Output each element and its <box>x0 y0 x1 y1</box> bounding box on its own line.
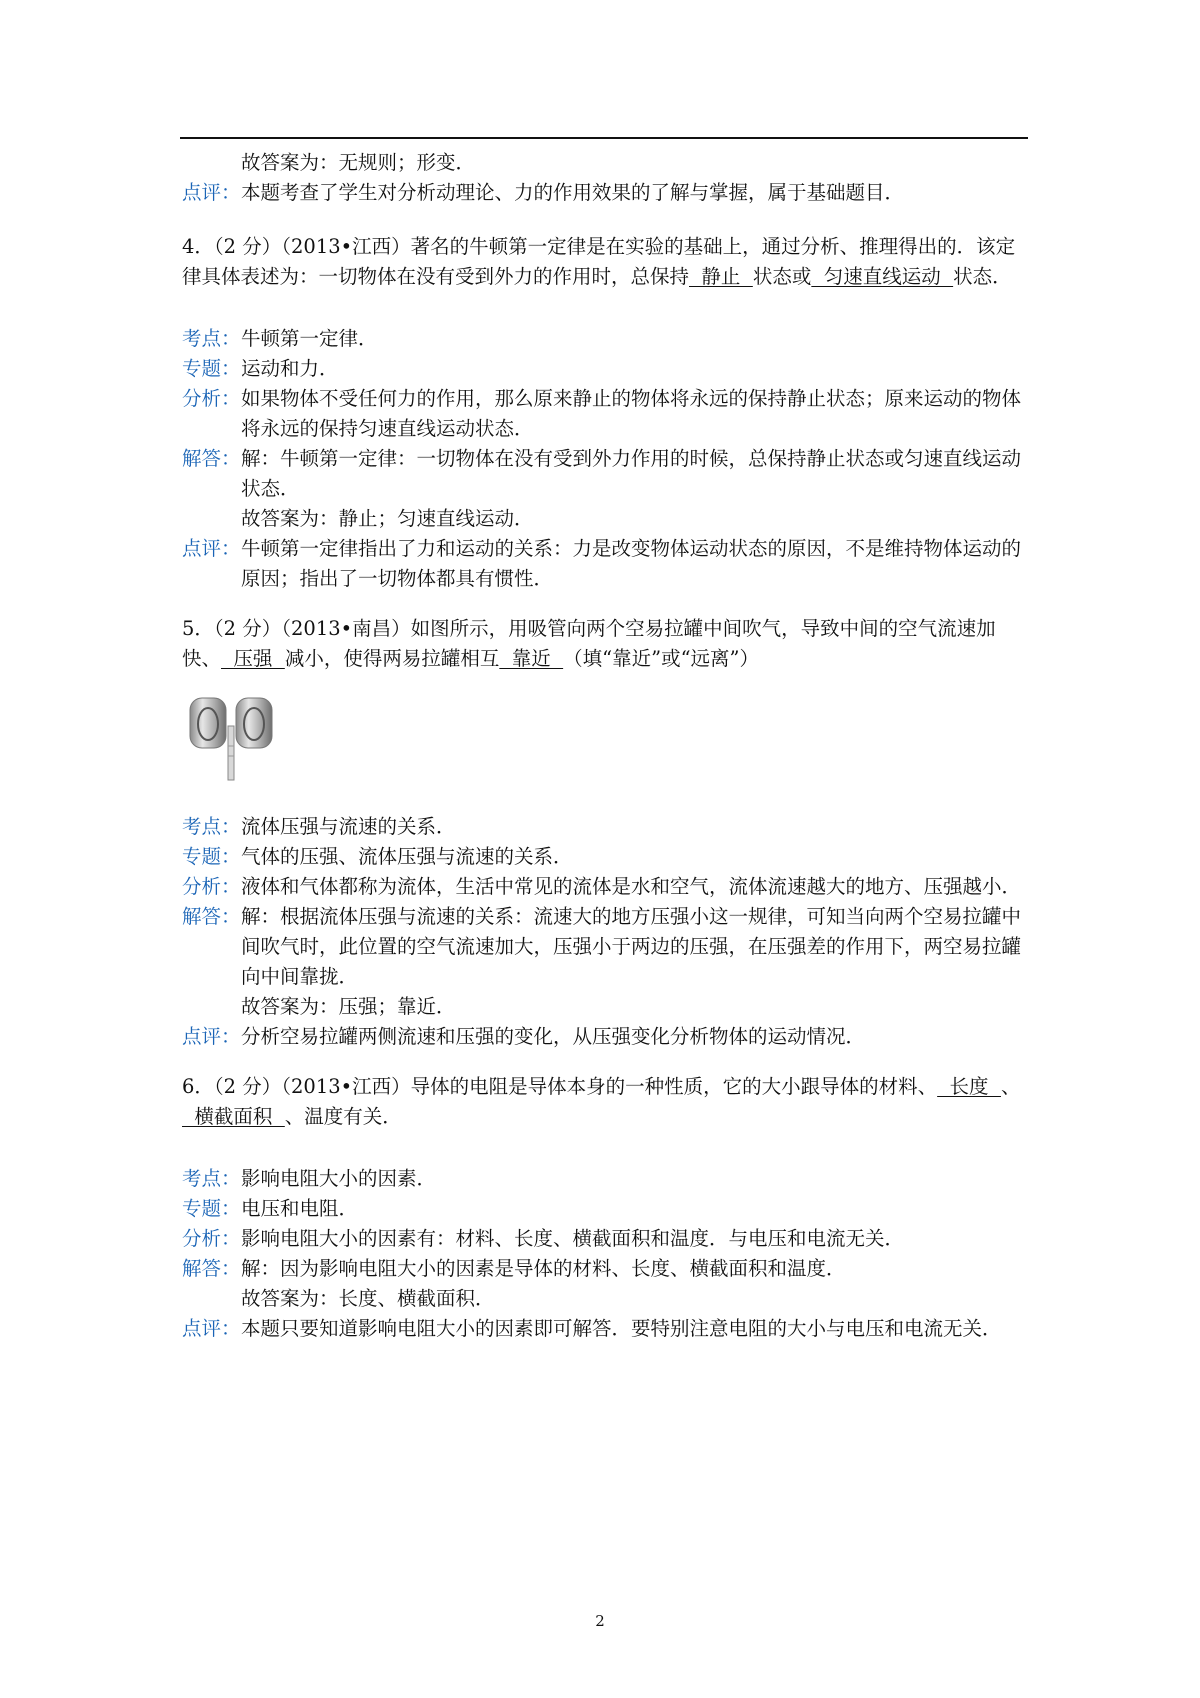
question-6-stem: 6．（2 分）（2013•江西）导体的电阻是导体本身的一种性质，它的大小跟导体的材料、 长度 、 横截面积 、温度有关． <box>182 1075 1021 1128</box>
cans-straw-figure <box>188 696 1026 782</box>
q6-zhuanti: 专题： 电压和电阻． <box>182 1197 359 1220</box>
header-rule <box>180 137 1028 139</box>
prev-answer: 故答案为：无规则；形变． <box>241 151 476 174</box>
content <box>182 148 1026 1344</box>
q5-answer: 故答案为：压强；靠近． <box>241 995 456 1018</box>
q5-kaodian: 考点： 流体压强与流速的关系． <box>182 815 456 838</box>
answer-blank: 压强 <box>221 647 285 670</box>
page-number: 2 <box>595 1612 605 1630</box>
review-text: 本题考查了学生对分析动理论、力的作用效果的了解与掌握，属于基础题目． <box>241 181 905 204</box>
review-tag: 点评： <box>182 181 241 204</box>
q6-answer: 故答案为：长度、横截面积． <box>241 1287 495 1310</box>
answer-blank: 匀速直线运动 <box>811 265 954 288</box>
q4-jieda: 解答： 解：牛顿第一定律：一切物体在没有受到外力作用的时候，总保持静止状态或匀速直线运动状态． <box>182 447 1022 500</box>
q5-jieda: 解答： 解：根据流体压强与流速的关系：流速大的地方压强小这一规律，可知当向两个空易拉罐中间吹气时，此位置的空气流速加大，压强小于两边的压强，在压强差的作用下，两空易拉罐向中间靠拢． <box>182 905 1022 988</box>
q5-zhuanti: 专题： 气体的压强、流体压强与流速的关系． <box>182 845 573 868</box>
answer-blank: 靠近 <box>499 647 564 670</box>
q4-zhuanti: 专题： 运动和力． <box>182 357 339 380</box>
q4-answer: 故答案为：静止；匀速直线运动． <box>241 507 534 530</box>
q4-kaodian: 考点： 牛顿第一定律． <box>182 327 378 350</box>
answer-blank: 横截面积 <box>182 1105 285 1128</box>
q5-dianping: 点评： 分析空易拉罐两侧流速和压强的变化，从压强变化分析物体的运动情况． <box>182 1025 866 1048</box>
question-5-stem: 5．（2 分）（2013•南昌）如图所示，用吸管向两个空易拉罐中间吹气，导致中间的空气流速加快、 压强 减小，使得两易拉罐相互 靠近 （填“靠近”或“远离”） <box>182 617 996 670</box>
q6-dianping: 点评： 本题只要知道影响电阻大小的因素即可解答．要特别注意电阻的大小与电压和电流无关． <box>182 1317 1002 1340</box>
prev-review <box>182 178 1026 208</box>
q6-fenxi: 分析： 影响电阻大小的因素有：材料、长度、横截面积和温度．与电压和电流无关． <box>182 1227 905 1250</box>
question-4-stem: 4．（2 分）（2013•江西）著名的牛顿第一定律是在实验的基础上，通过分析、推理得出的．该定律具体表述为：一切物体在没有受到外力的作用时，总保持 静止 状态或 匀速直线运动 状态． <box>182 235 1016 288</box>
q6-jieda: 解答： 解：因为影响电阻大小的因素是导体的材料、长度、横截面积和温度． <box>182 1257 846 1280</box>
answer-blank: 长度 <box>937 1075 1001 1098</box>
q5-fenxi: 分析： 液体和气体都称为流体，生活中常见的流体是水和空气，流体流速越大的地方、压强越小． <box>182 875 1022 898</box>
cans-and-straw-icon <box>188 696 288 782</box>
answer-blank: 静止 <box>689 265 753 288</box>
q4-fenxi: 分析： 如果物体不受任何力的作用，那么原来静止的物体将永远的保持静止状态；原来运动的物体将永远的保持匀速直线运动状态． <box>182 387 1022 440</box>
q4-dianping: 点评： 牛顿第一定律指出了力和运动的关系：力是改变物体运动状态的原因，不是维持物体运动的原因；指出了一切物体都具有惯性． <box>182 537 1022 590</box>
q6-kaodian: 考点： 影响电阻大小的因素． <box>182 1167 437 1190</box>
